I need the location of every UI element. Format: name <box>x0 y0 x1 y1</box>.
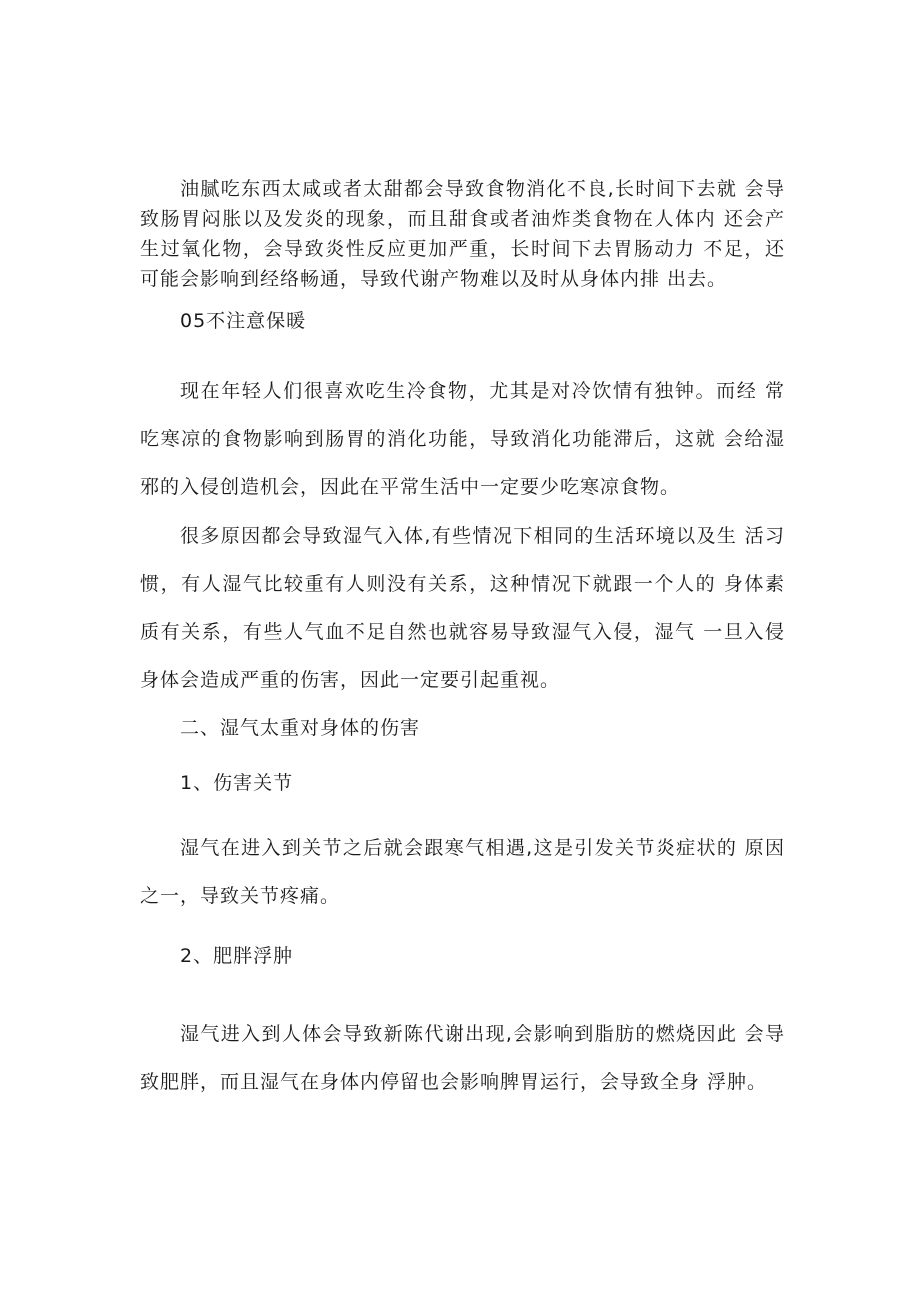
heading-dampness-harm: 二、湿气太重对身体的伤害 <box>180 717 421 739</box>
paragraph-obesity: 湿气进入到人体会导致新陈代谢出现,会影响到脂肪的燃烧因此 会导致肥胖，而且湿气在身体内停留也会影响脾胃运行，会导致全身 浮肿。 <box>140 1023 785 1093</box>
paragraph-dampness-causes: 很多原因都会导致湿气入体,有些情况下相同的生活环境以及生 活习惯，有人湿气比较重有人则没有关系，这种情况下就跟一个人的 身体素质有关系，有些人气血不足自然也就容易导致湿气入侵，湿气 一旦入侵身体会造成严重的伤害，因此一定要引起重视。 <box>140 525 785 691</box>
paragraph-cold-food: 现在年轻人们很喜欢吃生冷食物，尤其是对冷饮情有独钟。而经 常吃寒凉的食物影响到肠胃的消化功能，导致消化功能滞后，这就 会给湿邪的入侵创造机会，因此在平常生活中一定要少吃寒凉食物。 <box>140 380 785 498</box>
paragraph-oily-food: 油腻吃东西太咸或者太甜都会导致食物消化不良,长时间下去就 会导致肠胃闷胀以及发炎的现象，而且甜食或者油炸类食物在人体内 还会产生过氧化物，会导致炎性反应更加严重，长时间下去胃肠动力 不足，还可能会影响到经络畅通，导致代谢产物难以及时从身体内排 出去。 <box>140 178 785 290</box>
heading-05-keep-warm: 05不注意保暖 <box>180 310 307 332</box>
paragraph-joint-pain: 湿气在进入到关节之后就会跟寒气相遇,这是引发关节炎症状的 原因之一，导致关节疼痛。 <box>140 837 785 907</box>
heading-1-joint-harm: 1、伤害关节 <box>180 772 294 794</box>
heading-2-obesity-swelling: 2、肥胖浮肿 <box>180 945 294 967</box>
